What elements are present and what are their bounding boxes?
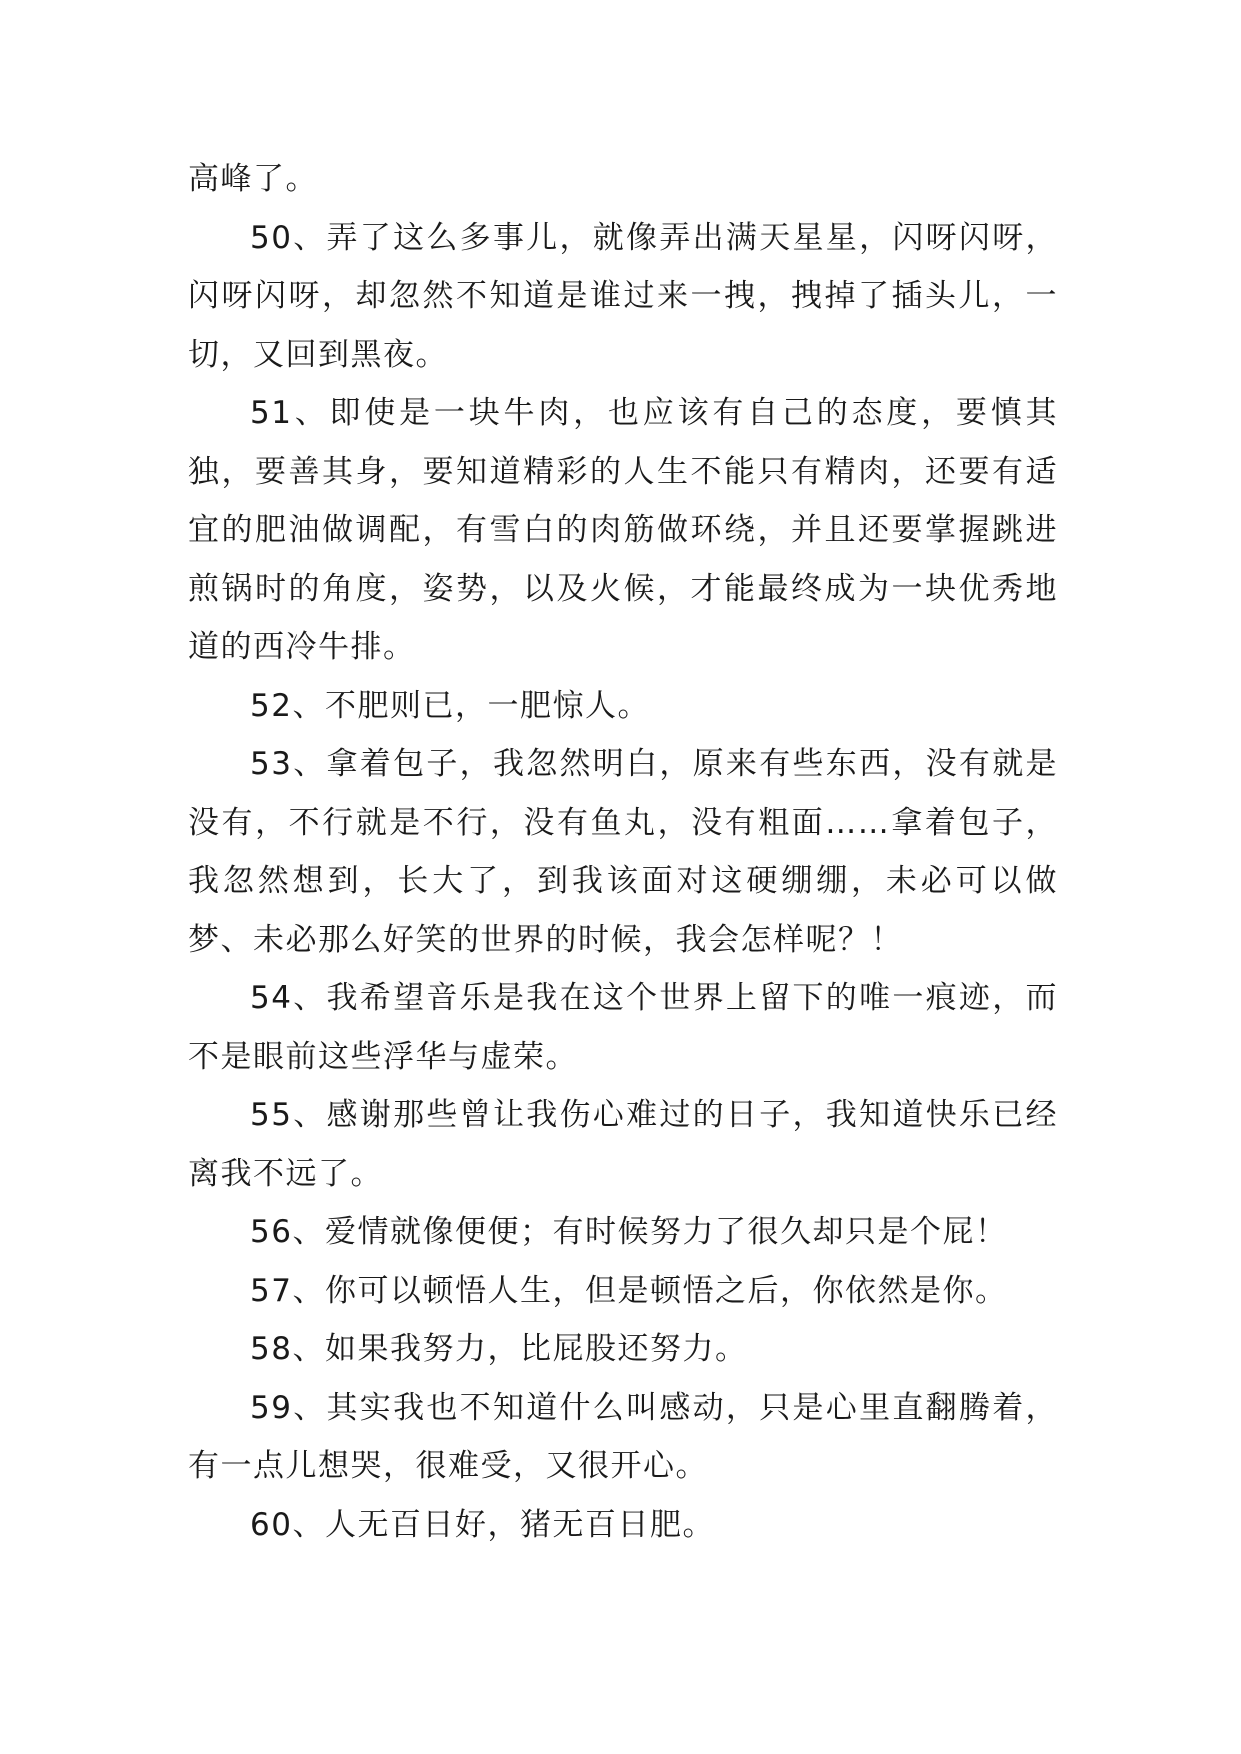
- paragraph: 51、即使是一块牛肉，也应该有自己的态度，要慎其独，要善其身，要知道精彩的人生不能只有精肉，还要有适宜的肥油做调配，有雪白的肉筋做环绕，并且还要掌握跳进煎锅时的角度，姿势，以及火候，才能最终成为一块优秀地道的西冷牛排。: [188, 395, 1058, 665]
- paragraph: 59、其实我也不知道什么叫感动，只是心里直翻腾着，有一点儿想哭，很难受，又很开心。: [188, 1389, 1058, 1484]
- paragraph: 56、爱情就像便便；有时候努力了很久却只是个屁！: [250, 1214, 1008, 1250]
- paragraph: 50、弄了这么多事儿，就像弄出满天星星，闪呀闪呀，闪呀闪呀，却忽然不知道是谁过来一拽，拽掉了插头儿，一切，又回到黑夜。: [188, 219, 1058, 373]
- paragraph: 高峰了。: [188, 161, 318, 197]
- paragraph: 55、感谢那些曾让我伤心难过的日子，我知道快乐已经离我不远了。: [188, 1097, 1058, 1192]
- paragraph: 60、人无百日好，猪无百日肥。: [250, 1506, 715, 1543]
- document-body: [188, 150, 1058, 1554]
- paragraph: 54、我希望音乐是我在这个世界上留下的唯一痕迹，而不是眼前这些浮华与虚荣。: [188, 980, 1058, 1075]
- paragraph: 58、如果我努力，比屁股还努力。: [250, 1331, 748, 1367]
- paragraph: 57、你可以顿悟人生，但是顿悟之后，你依然是你。: [250, 1272, 1008, 1309]
- paragraph: 53、拿着包子，我忽然明白，原来有些东西，没有就是没有，不行就是不行，没有鱼丸，没有粗面……拿着包子，我忽然想到，长大了，到我该面对这硬绷绷，未必可以做梦、未必那么好笑的世界的时候，我会怎样呢？！: [188, 746, 1058, 958]
- paragraph: 52、不肥则已，一肥惊人。: [250, 687, 650, 724]
